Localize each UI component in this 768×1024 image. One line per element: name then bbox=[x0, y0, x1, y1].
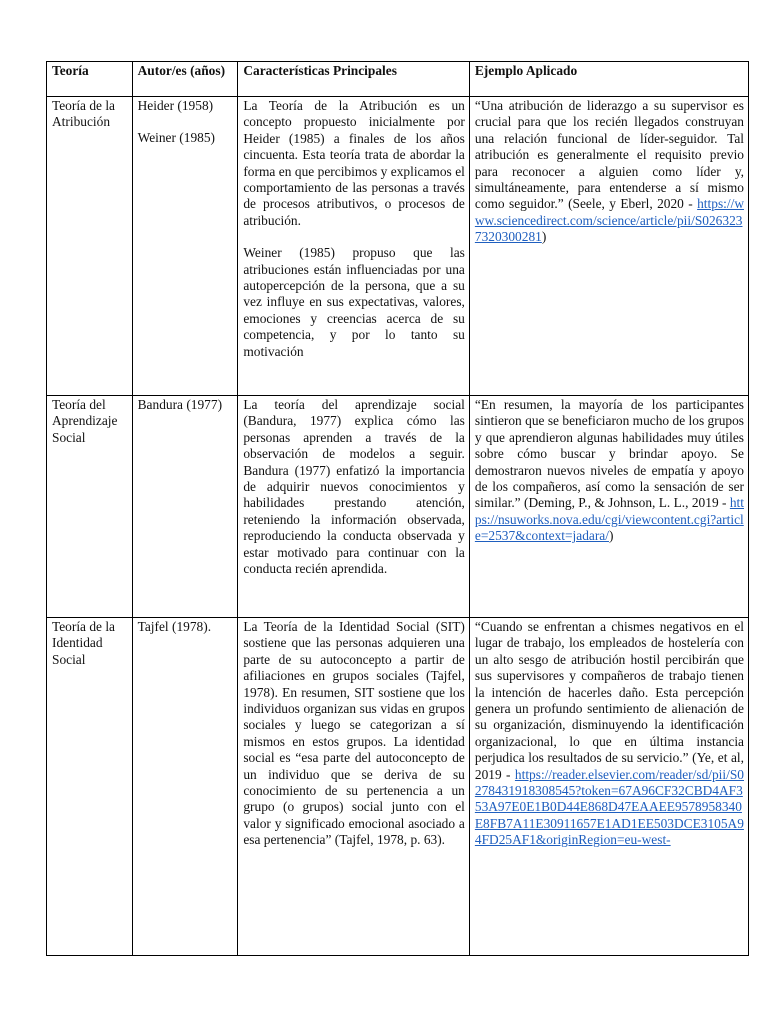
author-text: Heider (1958) bbox=[137, 98, 214, 113]
theory-name: Teoría de la Atribución bbox=[52, 98, 116, 130]
characteristics-text: Weiner (1985) propuso que las atribuciones están influenciadas por una autopercepción de la persona, que a su vez influye en sus expectativas, valores, emociones y creencias acerca de su competencia, y por lo tanto su motivación bbox=[243, 245, 465, 359]
cell-teoria bbox=[47, 396, 133, 618]
cell-caracteristicas bbox=[238, 396, 470, 618]
reference-link[interactable]: https://www.sciencedirect.com/science/article/pii/S0263237320300281 bbox=[474, 196, 744, 245]
table-header-row bbox=[47, 62, 749, 97]
reference-link[interactable]: https://reader.elsevier.com/reader/sd/pii/S0278431918308545?token=67A96CF32CBD4AF353A97E0E1B0D44E868D47EAAEE9578958340E8FB7A11E30911657E1AD1EE503DCE3105A94FD25AF1&originRegion=eu-west- bbox=[474, 766, 744, 848]
cell-ejemplo bbox=[469, 396, 748, 618]
example-text: “En resumen, la mayoría de los participantes sintieron que se beneficiaron mucho de los grupos y que aprendieron algunas habilidades muy útiles sobre cómo buscar y brindar apoyo. Se demostraron nuevos niveles de empatía y apoyo de los compañeros, así como la sensación de ser similar.” (Deming, P., & Johnson, L. L., 2019 - bbox=[474, 397, 744, 511]
reference-link[interactable]: https://nsuworks.nova.edu/cgi/viewcontent.cgi?article=2537&context=jadara/ bbox=[474, 495, 744, 544]
example-text: “Cuando se enfrentan a chismes negativos en el lugar de trabajo, los empleados de hostelería con un alto sesgo de atribución hostil percibirán que sus supervisores y compañeros de trabajo tienen la intención de hacerles daño. Esta percepción genera un profundo sentimiento de alienación de su organización, disminuyendo la identificación organizacional, lo que en última instancia perjudica los resultados de su servicio.” (Ye, et al, 2019 - bbox=[474, 619, 744, 782]
cell-caracteristicas bbox=[238, 97, 470, 396]
cell-autor bbox=[132, 396, 238, 618]
cell-teoria bbox=[47, 97, 133, 396]
characteristics-text: La teoría del aprendizaje social (Bandura, 1977) explica cómo las personas aprenden a través de la observación de modelos a seguir. Bandura (1977) enfatizó la importancia de adquirir nuevos conocimientos y habilidades prestando atención, reteniendo la información observada, reproduciendo la conducta observada y estar motivado para continuar con la conducta recién aprendida. bbox=[243, 397, 465, 577]
theory-name: Teoría del Aprendizaje Social bbox=[52, 397, 118, 445]
header-autores: Autor/es (años) bbox=[132, 62, 238, 97]
header-teoria: Teoría bbox=[47, 62, 133, 97]
cell-autor bbox=[132, 618, 238, 956]
theories-table bbox=[46, 61, 749, 956]
cell-ejemplo bbox=[469, 97, 748, 396]
header-caracteristicas: Características Principales bbox=[238, 62, 470, 97]
table-row bbox=[47, 97, 749, 396]
cell-ejemplo bbox=[469, 618, 748, 956]
cell-caracteristicas bbox=[238, 618, 470, 956]
characteristics-text: La Teoría de la Identidad Social (SIT) sostiene que las personas adquieren una parte de su autoconcepto a partir de afiliaciones en grupos sociales (Tajfel, 1978). En resumen, SIT sostiene que los individuos organizan sus vidas en grupos sociales y luego se categorizan a sí mismos en estos grupos. La identidad social es “esa parte del autoconcepto de un individuo que se deriva de su conocimiento de su pertenencia a un grupo (o grupos) social junto con el valor y significado emocional asociado a esa pertenencia” (Tajfel, 1978, p. 63). bbox=[243, 619, 465, 848]
header-ejemplo: Ejemplo Aplicado bbox=[469, 62, 748, 97]
author-text: Weiner (1985) bbox=[137, 130, 215, 146]
example-text: “Una atribución de liderazgo a su supervisor es crucial para que los recién llegados construyan una relación funcional de líder-seguidor. Tal atribución es generalmente el requisito previo para reconocer a alguien como líder y, simultáneamente, para entenderse a sí mismo como seguidor.” (Seele, y Eberl, 2020 - bbox=[474, 98, 744, 212]
table-row bbox=[47, 618, 749, 956]
author-text: Tajfel (1978). bbox=[137, 619, 212, 634]
cell-teoria bbox=[47, 618, 133, 956]
cell-autor bbox=[132, 97, 238, 396]
theory-name: Teoría de la Identidad Social bbox=[52, 619, 116, 667]
characteristics-text: La Teoría de la Atribución es un concepto propuesto inicialmente por Heider (1985) a finales de los años cincuenta. Esta teoría trata de abordar la forma en que percibimos y explicamos el comportamiento de las personas a través de procesos atributivos, o procesos de atribución. bbox=[243, 98, 465, 228]
author-text: Bandura (1977) bbox=[137, 397, 223, 412]
closing-paren: ) bbox=[608, 528, 614, 544]
table-row bbox=[47, 396, 749, 618]
closing-paren: ) bbox=[541, 229, 547, 245]
